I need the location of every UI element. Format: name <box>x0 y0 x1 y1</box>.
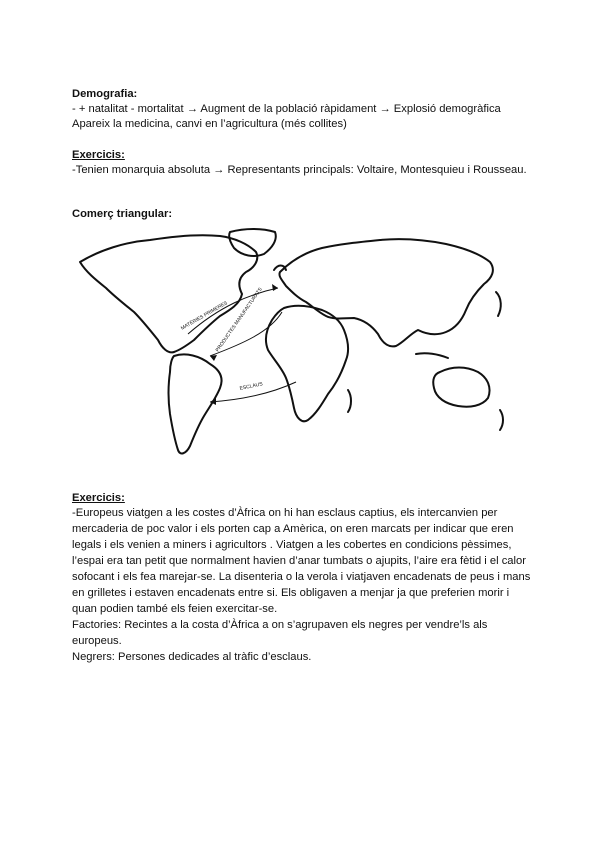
indonesia-outline <box>416 353 448 358</box>
map-label-materies: MATÈRIES PRIMERES <box>180 300 229 332</box>
exercicis-2-line-4: l’espai era tan petit que normalment havien d’anar tumbats o ajupits, l’aire era fètid i el calor <box>72 555 526 567</box>
exercicis-heading-2: Exercicis: <box>72 492 125 504</box>
demografia-line-2: Apareix la medicina, canvi en l’agricultura (més collites) <box>72 118 347 130</box>
route-europe-africa-arrowhead <box>210 355 217 361</box>
exercicis-2-line-2: mercaderia de poc valor i els porten cap a Amèrica, on eren marcats per indicar que eren <box>72 523 514 535</box>
australia-outline <box>433 368 489 407</box>
exercicis-2-line-10: Negrers: Persones dedicades al tràfic d’esclaus. <box>72 651 312 663</box>
madagascar-outline <box>348 390 351 412</box>
exercicis-2-line-3: legals i els venien a miners i agricultors . Viatgen a les cobertes en condicions pèssimes, <box>72 539 512 551</box>
exercicis-heading-1: Exercicis: <box>72 149 125 161</box>
africa-outline <box>266 306 348 421</box>
japan-outline <box>496 292 501 316</box>
exercicis-1-line-1: -Tenien monarquia absoluta → Representants principals: Voltaire, Montesquieu i Rousseau. <box>72 164 527 176</box>
map-label-esclaus: ESCLAUS <box>239 381 264 392</box>
eurasia-outline <box>279 239 492 346</box>
new-zealand-outline <box>500 410 503 430</box>
exercicis-2-line-5: sofocant i els fea marejar-se. La disenteria o la verola i viatjaven encadenats de peus i mans <box>72 571 531 583</box>
exercicis-2-line-6: en grilletes i estaven encadenats entre si. Els obligaven a menjar ja que preferien morir i <box>72 587 510 599</box>
world-map-drawing <box>70 222 520 472</box>
exercicis-2-line-7: quan podien també els feien exercitar-se. <box>72 603 278 615</box>
exercicis-2-line-1: -Europeus viatgen a les costes d’Àfrica on hi han esclaus captius, els intercanvien per <box>72 507 498 519</box>
greenland-outline <box>229 229 276 256</box>
exercicis-2-line-9: europeus. <box>72 635 122 647</box>
south-america-outline <box>169 354 222 453</box>
demografia-heading: Demografia: <box>72 88 138 100</box>
map-label-productes: PRODUCTES MANUFACTURATS <box>214 286 264 354</box>
route-america-europe-arrowhead <box>272 284 278 291</box>
comerc-heading: Comerç triangular: <box>72 208 173 220</box>
exercicis-2-line-8: Factories: Recintes a la costa d’Àfrica a on s’agrupaven els negres per vendre’ls als <box>72 619 488 631</box>
demografia-line-1: - + natalitat - mortalitat → Augment de la població ràpidament → Explosió demogràfica <box>72 103 501 115</box>
